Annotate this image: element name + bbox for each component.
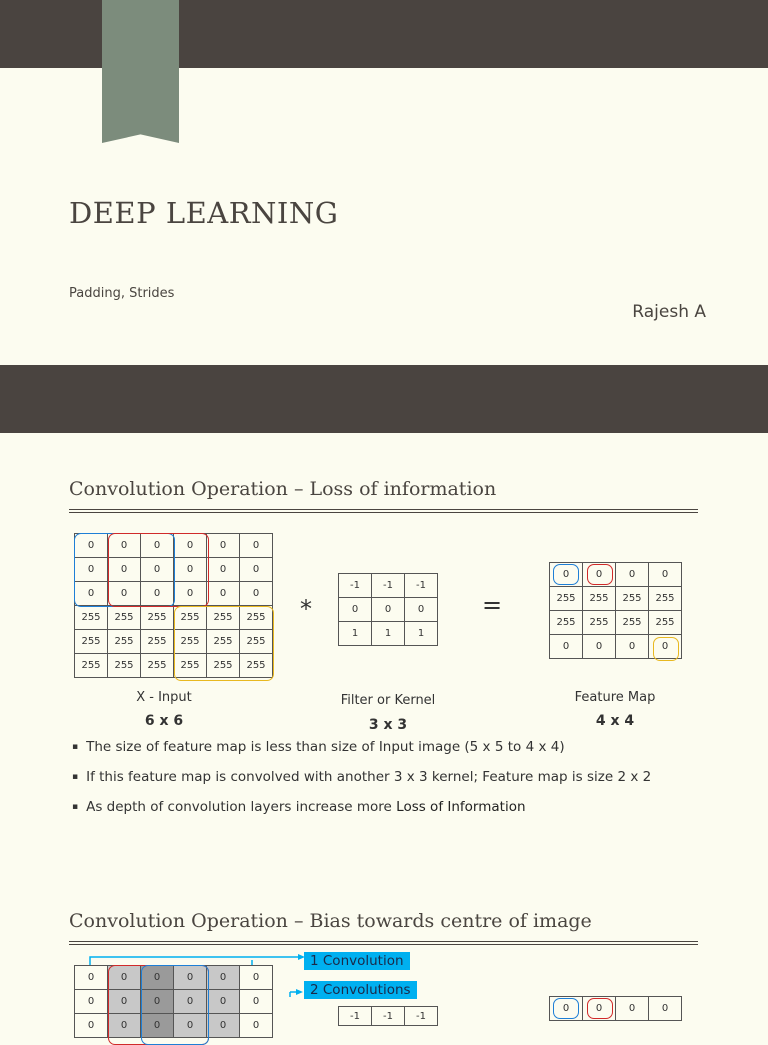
- bottom-band: [0, 365, 768, 433]
- matrix-cell: -1: [372, 574, 405, 598]
- matrix-cell: 1: [339, 622, 372, 646]
- matrix-cell: 255: [207, 654, 240, 678]
- matrix-cell: 255: [649, 587, 682, 611]
- window-highlight-gold: [174, 606, 274, 681]
- matrix-cell: 0: [75, 1014, 108, 1038]
- one-convolution-label: 1 Convolution: [304, 952, 410, 970]
- multiply-sign: *: [300, 595, 312, 623]
- heading-rule: [69, 509, 698, 513]
- matrix-cell: 0: [583, 635, 616, 659]
- matrix-cell: 0: [616, 563, 649, 587]
- matrix-cell: 0: [240, 534, 273, 558]
- matrix-cell: 0: [550, 563, 583, 587]
- matrix-cell: 0: [108, 990, 141, 1014]
- matrix-row: [339, 574, 438, 598]
- matrix-cell: 0: [207, 990, 240, 1014]
- matrix-cell: 0: [141, 558, 174, 582]
- matrix-cell: 255: [550, 611, 583, 635]
- matrix-cell: 0: [141, 534, 174, 558]
- matrix-cell: 0: [75, 582, 108, 606]
- matrix-cell: 0: [75, 558, 108, 582]
- matrix-cell: 0: [108, 966, 141, 990]
- matrix-cell: 0: [141, 582, 174, 606]
- matrix-row: [550, 611, 682, 635]
- matrix-row: [339, 622, 438, 646]
- matrix-cell: 255: [141, 654, 174, 678]
- matrix-cell: 0: [372, 598, 405, 622]
- matrix-cell: 255: [174, 630, 207, 654]
- matrix-cell: 0: [240, 990, 273, 1014]
- matrix-cell: 255: [108, 606, 141, 630]
- matrix-cell: 0: [616, 635, 649, 659]
- feature-highlight-blue: [553, 564, 579, 585]
- matrix-cell: 0: [550, 635, 583, 659]
- matrix-cell: 0: [207, 582, 240, 606]
- matrix-cell: 0: [207, 558, 240, 582]
- matrix-cell: 0: [141, 966, 174, 990]
- bookmark-ribbon: [102, 0, 179, 143]
- feature-dimension: 4 x 4: [595, 713, 635, 729]
- matrix-cell: 255: [649, 611, 682, 635]
- kernel-dimension: 3 x 3: [368, 717, 408, 733]
- matrix-cell: 255: [75, 630, 108, 654]
- matrix-cell: 255: [550, 587, 583, 611]
- matrix-cell: 0: [649, 635, 682, 659]
- input-caption: X - Input: [136, 690, 192, 705]
- bullet-emphasis: Loss of Information: [396, 799, 526, 815]
- author-name: Rajesh A: [632, 302, 706, 322]
- matrix-cell: 0: [550, 997, 583, 1021]
- matrix-cell: 0: [583, 563, 616, 587]
- slide-title: DEEP LEARNING: [69, 196, 339, 230]
- matrix-cell: 0: [174, 534, 207, 558]
- bullet-second-convolution: ▪ If this feature map is convolved with another 3 x 3 kernel; Feature map is size 2 x 2: [72, 769, 651, 785]
- matrix-cell: 255: [174, 654, 207, 678]
- matrix-cell: 255: [207, 630, 240, 654]
- slide-subtitle: Padding, Strides: [69, 286, 175, 301]
- matrix-row: [339, 598, 438, 622]
- matrix-cell: 255: [583, 611, 616, 635]
- matrix-cell: 0: [174, 990, 207, 1014]
- matrix-cell: 0: [174, 1014, 207, 1038]
- matrix-cell: -1: [405, 1007, 438, 1026]
- matrix-cell: 0: [240, 582, 273, 606]
- section-heading: Convolution Operation – Loss of information: [69, 478, 497, 500]
- matrix-cell: 255: [108, 630, 141, 654]
- matrix-cell: 0: [108, 558, 141, 582]
- two-convolutions-label: 2 Convolutions: [304, 981, 417, 999]
- matrix-cell: 255: [240, 630, 273, 654]
- matrix-cell: 1: [405, 622, 438, 646]
- matrix-cell: 0: [207, 966, 240, 990]
- matrix-cell: 0: [141, 1014, 174, 1038]
- matrix-cell: 255: [616, 587, 649, 611]
- matrix-cell: 0: [240, 966, 273, 990]
- matrix-cell: 255: [108, 654, 141, 678]
- matrix-cell: 0: [405, 598, 438, 622]
- matrix-cell: 0: [207, 534, 240, 558]
- bias-towards-centre-slide: [0, 868, 768, 1031]
- matrix-cell: 255: [141, 606, 174, 630]
- matrix-cell: 0: [108, 1014, 141, 1038]
- feature-highlight-gold: [653, 637, 679, 661]
- matrix-cell: 0: [583, 997, 616, 1021]
- matrix-cell: -1: [372, 1007, 405, 1026]
- kernel-matrix: [338, 573, 438, 646]
- bullet-loss-of-information: [72, 799, 526, 815]
- matrix-cell: 255: [75, 606, 108, 630]
- loss-of-information-slide: [0, 433, 768, 858]
- matrix-cell: 0: [339, 598, 372, 622]
- matrix-cell: 0: [649, 563, 682, 587]
- window-highlight-red: [108, 533, 209, 607]
- matrix-cell: 255: [207, 606, 240, 630]
- matrix-cell: 0: [207, 1014, 240, 1038]
- bias-feature-highlight-red: [587, 998, 613, 1019]
- matrix-cell: 0: [174, 966, 207, 990]
- kernel-caption: Filter or Kernel: [340, 693, 436, 708]
- bullet-feature-size: ▪ The size of feature map is less than size of Input image (5 x 5 to 4 x 4): [72, 739, 565, 755]
- matrix-cell: 255: [174, 606, 207, 630]
- matrix-cell: 0: [240, 1014, 273, 1038]
- matrix-row: [550, 587, 682, 611]
- matrix-cell: -1: [339, 574, 372, 598]
- matrix-cell: 0: [141, 990, 174, 1014]
- feature-highlight-red: [587, 564, 613, 585]
- feature-caption: Feature Map: [574, 690, 656, 705]
- section-heading-bias: Convolution Operation – Bias towards centre of image: [69, 910, 592, 932]
- matrix-cell: 0: [75, 534, 108, 558]
- matrix-cell: -1: [339, 1007, 372, 1026]
- matrix-cell: 255: [583, 587, 616, 611]
- bullet-text: As depth of convolution layers increase more: [86, 799, 397, 815]
- bias-feature-highlight-blue: [553, 998, 579, 1019]
- matrix-cell: 0: [174, 558, 207, 582]
- title-slide: [0, 0, 768, 433]
- matrix-cell: 255: [616, 611, 649, 635]
- matrix-cell: 255: [141, 630, 174, 654]
- matrix-cell: 0: [240, 558, 273, 582]
- matrix-cell: 0: [616, 997, 649, 1021]
- matrix-row: [339, 1007, 438, 1026]
- matrix-cell: 0: [108, 582, 141, 606]
- bias-kernel-matrix: [338, 1006, 438, 1026]
- matrix-cell: 0: [649, 997, 682, 1021]
- matrix-cell: 255: [240, 606, 273, 630]
- matrix-cell: 0: [75, 990, 108, 1014]
- matrix-cell: 0: [75, 966, 108, 990]
- matrix-cell: 0: [108, 534, 141, 558]
- matrix-cell: 0: [174, 582, 207, 606]
- equals-sign: =: [482, 591, 503, 619]
- matrix-cell: 255: [240, 654, 273, 678]
- matrix-cell: -1: [405, 574, 438, 598]
- matrix-cell: 1: [372, 622, 405, 646]
- matrix-cell: 255: [75, 654, 108, 678]
- input-dimension: 6 x 6: [144, 713, 184, 729]
